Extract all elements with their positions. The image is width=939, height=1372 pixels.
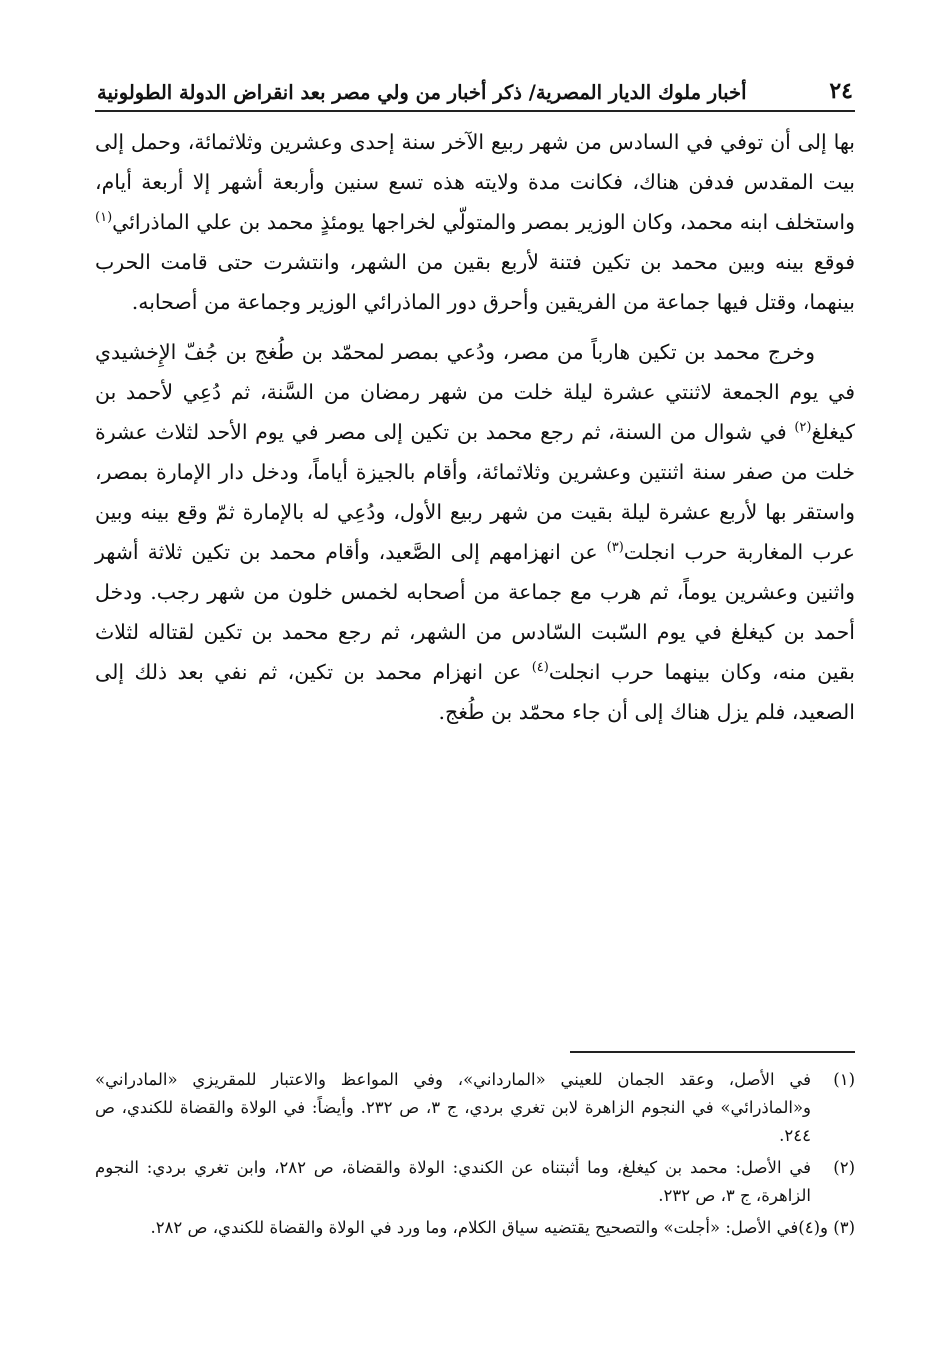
paragraph-1-text-b: فوقع بينه وبين محمد بن تكين فتنة لأربع بقين من الشهر، وانتشرت حتى قامت الحرب بينهما، وقتل فيها جماعة من الفريقين وأحرق دور الماذرائي الوزير وجماعة من أصحابه. (95, 250, 855, 314)
footnote-ref-1: (١) (95, 210, 113, 226)
footnotes-section (95, 1066, 855, 1246)
page-number: ٢٤ (829, 78, 853, 104)
running-title: أخبار ملوك الديار المصرية/ ذكر أخبار من ولي مصر بعد انقراض الدولة الطولونية (97, 81, 747, 104)
footnote-number: (٣) و(٤) (798, 1218, 855, 1237)
footnote-3 (95, 1214, 855, 1242)
footnote-ref-4: (٤) (531, 660, 549, 676)
paragraph-2 (95, 332, 855, 732)
footnote-separator (570, 1051, 855, 1053)
book-page (95, 72, 855, 742)
paragraph-1-text-a: بها إلى أن توفي في السادس من شهر ربيع الآخر سنة إحدى وعشرين وثلاثمائة، وحمل إلى بيت المقدس فدفن هناك، فكانت مدة ولايته هذه تسع سنين وأربعة أشهر إلا أربعة أيام، واستخلف ابنه محمد، وكان الوزير بمصر والمتولّي لخراجها يومئذٍ محمد بن علي الماذرائي (95, 130, 855, 234)
footnote-ref-2: (٢) (794, 420, 812, 436)
paragraph-2-text-a: وخرج محمد بن تكين هارباً من مصر، ودُعي بمصر لمحمّد بن طُغج بن جُفّ الإِخشيدي في يوم الجمعة لاثنتي عشرة ليلة خلت من شهر رمضان من السَّنة، ثم دُعِي لأحمد بن كيغلغ (95, 340, 855, 444)
paragraph-1 (95, 122, 855, 322)
footnote-text: في الأصل، وعقد الجمان للعيني «المارداني»، وفي المواعظ والاعتبار للمقريزي «المادراني» و«الماذرائي» في النجوم الزاهرة لابن تغري بردي، ج ٣، ص ٢٣٢. وأيضاً: في الولاة والقضاة للكندي، ص ٢٤٤. (95, 1070, 812, 1145)
footnote-1 (95, 1066, 855, 1150)
running-header (95, 72, 855, 112)
footnote-ref-3: (٣) (606, 540, 624, 556)
footnote-number: (٢) (833, 1158, 855, 1177)
paragraph-2-text-c: عن انهزامهم إلى الصَّعيد، وأقام محمد بن تكين ثلاثة أشهر واثنين وعشرين يوماً، ثم هرب مع جماعة من أصحابه لخمس خلون من شهر رجب. ودخل أحمد بن كيغلغ في يوم السّبت السّادس من الشهر، ثم رجع محمد بن تكين لقتاله لثلاث بقين منه، وكان بينهما حرب انجلت (95, 540, 855, 684)
paragraph-2-text-d: عن انهزام محمد بن تكين، ثم نفي بعد ذلك إلى الصعيد، فلم يزل هناك إلى أن جاء محمّد بن طُغج. (95, 660, 855, 724)
paragraph-2-text-b: في شوال من السنة، ثم رجع محمد بن تكين إلى مصر في يوم الأحد لثلاث عشرة خلت من صفر سنة اثنتين وعشرين وثلاثمائة، وأقام بالجيزة أياماً، ودخل دار الإمارة بمصر، واستقر بها لأربع عشرة ليلة بقيت من شهر ربيع الأول، ودُعِي له بالإمارة ثمّ وقع بينه وبين عرب المغاربة حرب انجلت (95, 420, 855, 564)
footnote-text: في الأصل: محمد بن كيغلغ، وما أثبتناه عن الكندي: الولاة والقضاة، ص ٢٨٢، وابن تغري بردي: النجوم الزاهرة، ج ٣، ص ٢٣٢. (95, 1158, 811, 1205)
footnote-2 (95, 1154, 855, 1210)
main-text (95, 122, 855, 732)
footnote-text: في الأصل: «أجلت» والتصحيح يقتضيه سياق الكلام، وما ورد في الولاة والقضاة للكندي، ص ٢٨٢. (150, 1218, 799, 1237)
footnote-number: (١) (833, 1070, 855, 1089)
